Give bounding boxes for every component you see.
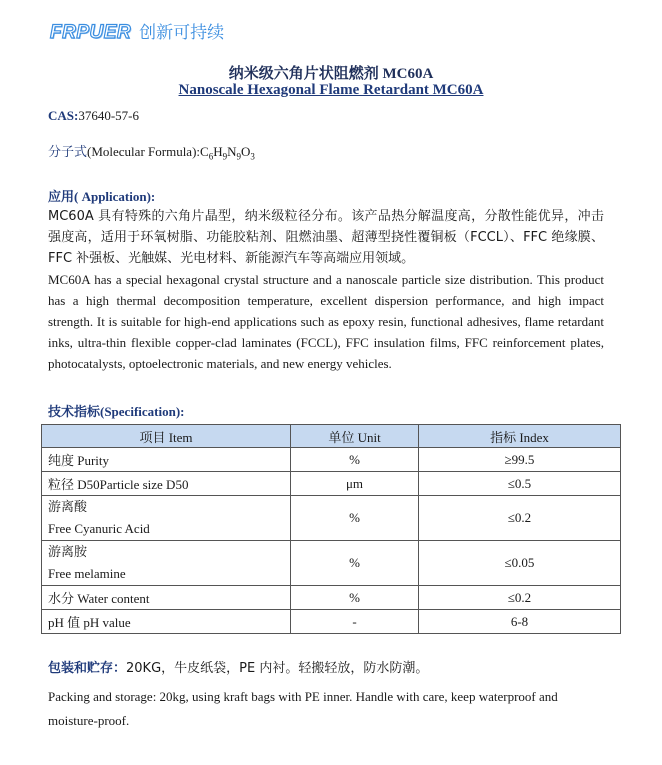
formula-n: N <box>227 144 237 159</box>
row-unit: - <box>291 610 419 634</box>
table-row <box>42 496 621 541</box>
table-row <box>42 541 621 586</box>
table-row <box>42 448 621 472</box>
row-unit: % <box>291 586 419 610</box>
row-index: ≤0.2 <box>419 586 621 610</box>
row-item: 水分 Water content <box>42 586 291 610</box>
logo-brand: FRPUER <box>50 22 132 43</box>
row-item: 纯度 Purity <box>42 448 291 472</box>
cas-value: 37640-57-6 <box>78 108 140 123</box>
molecular-formula <box>48 141 255 162</box>
formula-n-count: 9 <box>236 151 241 162</box>
row-index: ≤0.2 <box>419 496 621 541</box>
formula-o-count: 3 <box>250 151 255 162</box>
formula-label-en: (Molecular Formula): <box>87 144 201 159</box>
row-item: pH 值 pH value <box>42 610 291 634</box>
row-index: ≤0.05 <box>419 541 621 586</box>
row-item <box>42 541 291 586</box>
cas-number <box>48 108 139 124</box>
specification-heading: 技术指标(Specification): <box>48 404 185 419</box>
row-item: 粒径 D50Particle size D50 <box>42 472 291 496</box>
column-header-unit: 单位 Unit <box>291 425 419 448</box>
row-index: 6-8 <box>419 610 621 634</box>
page-title-en: Nanoscale Hexagonal Flame Retardant MC60A <box>178 82 484 98</box>
logo-company-name: 创新可持续 <box>139 23 225 43</box>
row-unit: μm <box>291 472 419 496</box>
row-index: ≥99.5 <box>419 448 621 472</box>
row-unit: % <box>291 496 419 541</box>
application-text-en: MC60A has a special hexagonal crystal structure and a nanoscale particle size distribution. This product has a high thermal decomposition temperature, excellent dispersion performance, and high impact strength. It is suitable for high-end applications such as epoxy resin, functional adhesives, flame retardant inks, ultra-thin flexible copper-clad laminates (FCCL), FFC insulation films, FFC reinforcement plates, photocatalysts, optoelectronic materials, and new energy vehicles. <box>48 272 604 371</box>
formula-c: C <box>200 144 209 159</box>
packing-cn-text: 20KG，牛皮纸袋，PE 内衬。轻搬轻放，防水防潮。 <box>126 661 429 676</box>
page-title-cn: 纳米级六角片状阻燃剂 MC60A <box>228 66 434 82</box>
application-heading: 应用( Application): <box>48 189 156 204</box>
row-item-cn: 游离酸 <box>48 499 88 514</box>
formula-o: O <box>240 144 251 159</box>
formula-h-count: 9 <box>222 151 228 162</box>
cas-label: CAS: <box>48 108 79 123</box>
row-index: ≤0.5 <box>419 472 621 496</box>
formula-label: 分子式 <box>48 145 88 160</box>
table-row <box>42 472 621 496</box>
column-header-item: 项目 Item <box>42 425 291 448</box>
application-text-cn: MC60A 具有特殊的六角片晶型，纳米级粒径分布。该产品热分解温度高，分散性能优异，冲击强度高，适用于环氧树脂、功能胶粘剂、阻燃油墨、超薄型挠性覆铜板（FCCL）、FFC 绝缘膜、FFC 补强板、光触媒、光电材料、新能源汽车等高端应用领域。 <box>48 209 604 266</box>
row-unit: % <box>291 448 419 472</box>
column-header-index: 指标 Index <box>419 425 621 448</box>
packing-en: Packing and storage: 20kg, using kraft bags with PE inner. Handle with care, keep waterproof and moisture-proof. <box>48 689 558 728</box>
row-unit: % <box>291 541 419 586</box>
table-row <box>42 610 621 634</box>
row-item-en: Free Cyanuric Acid <box>48 521 150 536</box>
row-item-en: Free melamine <box>48 566 126 581</box>
packing-cn-label: 包装和贮存： <box>48 661 127 676</box>
formula-h: H <box>213 144 223 159</box>
table-header-row <box>42 425 621 448</box>
row-item <box>42 496 291 541</box>
formula-c-count: 6 <box>208 151 214 162</box>
table-row <box>42 586 621 610</box>
specification-table <box>41 424 621 634</box>
packing-cn <box>48 657 428 676</box>
row-item-cn: 游离胺 <box>48 544 88 559</box>
company-logo <box>50 18 224 42</box>
